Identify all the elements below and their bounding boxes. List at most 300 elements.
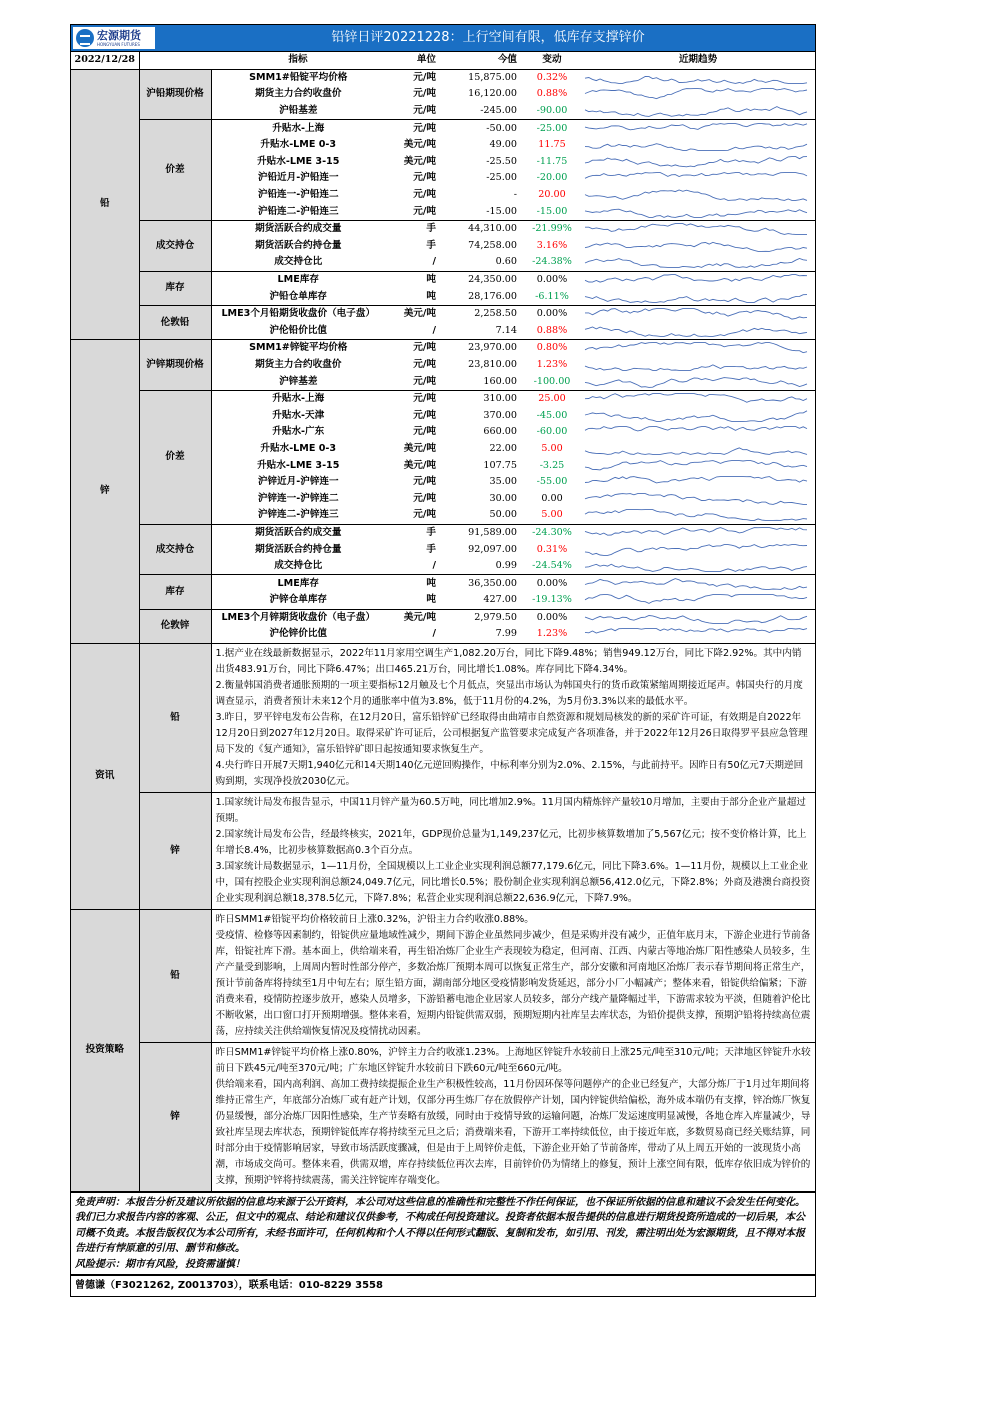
news-block-paragraph: 3.国家统计局数据显示，1—11月份，全国规模以上工业企业实现利润总额77,179.6亿元，同比下降3.6%。1—11月份，规模以上工业企业中，国有控股企业实现利润总额24,049.7亿元，同比增长0.5%；股份制企业实现利润总额56,412.0亿元，下降2.8%；外商及港澳台商投资企业实现利润总额18,378.5亿元，下降7.8%；私营企业实现利润总额22,636.9亿元，下降7.9%。 [215, 860, 811, 904]
indicator-unit: 元/吨 [413, 393, 436, 405]
trend-sparkline [581, 457, 815, 474]
indicator-unit: 元/吨 [385, 203, 439, 220]
strategy-block-paragraph: 昨日SMM1#锌锭平均价格上涨0.80%，沪锌主力合约收涨1.23%。上海地区锌锭升水较前日上涨25元/吨至310元/吨；天津地区锌锭升水较前日下跌45元/吨至370元/吨；广东地区锌锭升水较前日下跌60元/吨至660元/吨。 [215, 1046, 811, 1074]
indicator-change: 0.00 [541, 492, 563, 504]
table-row [71, 524, 815, 541]
notes-body [71, 644, 815, 1192]
report-header [71, 25, 815, 52]
indicator-change: 1.23% [523, 626, 581, 643]
indicator-value: 16,120.00 [468, 88, 517, 100]
trend-line [585, 460, 807, 469]
trend-sparkline [581, 474, 815, 491]
trend-sparkline [581, 220, 815, 237]
trend-line [585, 595, 807, 604]
indicator-name: 沪伦铅价比值 [211, 323, 385, 340]
sparkline-chart [581, 441, 813, 457]
indicator-unit: 美元/吨 [403, 155, 436, 167]
trend-sparkline [581, 592, 815, 609]
indicator-unit: 元/吨 [413, 426, 436, 438]
indicator-change: -25.00 [536, 122, 568, 134]
indicator-name: 期货活跃合约成交量 [255, 223, 342, 235]
indicator-name: 期货活跃合约持仓量 [255, 543, 342, 555]
notes-table [71, 644, 815, 1192]
trend-sparkline [581, 154, 815, 171]
news-block-metal: 铅 [139, 644, 211, 793]
table-row [71, 575, 815, 592]
trend-line [585, 144, 807, 151]
table-body [71, 69, 815, 643]
indicator-change: 0.32% [536, 71, 568, 83]
news-block-paragraph: 3.昨日，罗平锌电发布公告称，在12月20日，富乐铅锌矿已经取得由曲靖市自然资源和规划局核发的新的采矿许可证，有效期是自2022年12月20日到2027年12月20日。取得采矿许可证后，公司根据复产监管要求完成复产各项准备，并于2022年12月26日取得罗平县应急管理局下发的《复产通知》，富乐铅锌矿即日起按通知要求恢复生产。 [215, 711, 808, 755]
indicator-unit: 吨 [426, 577, 436, 589]
indicator-value: 7.99 [439, 626, 523, 643]
trend-sparkline [581, 490, 815, 507]
indicator-change: 20.00 [538, 189, 566, 201]
trend-sparkline [581, 507, 815, 524]
indicator-change: -90.00 [523, 103, 581, 120]
group-label: 库存 [139, 575, 211, 609]
indicator-value: 15,875.00 [468, 71, 517, 83]
strategy-block-row [71, 1042, 815, 1191]
logo-cn: 宏源期货 [97, 28, 141, 42]
indicator-value: 74,258.00 [468, 239, 517, 251]
trend-line [585, 107, 807, 117]
trend-line [585, 275, 807, 283]
indicator-unit: 元/吨 [413, 189, 436, 201]
sparkline-chart [581, 121, 813, 137]
indicator-value: 160.00 [439, 373, 523, 390]
logo-icon [76, 29, 94, 47]
indicator-name: 沪铅基差 [211, 103, 385, 120]
sparkline-chart [581, 542, 813, 558]
indicator-unit: 元/吨 [413, 358, 436, 370]
trend-sparkline [581, 120, 815, 137]
strategy-block-metal: 铅 [139, 909, 211, 1042]
sparkline-chart [581, 391, 813, 407]
trend-line [585, 365, 807, 371]
group-label: 伦敦锌 [139, 609, 211, 643]
indicator-unit: 手 [426, 239, 436, 251]
sparkline-chart [581, 289, 813, 305]
indicator-value: 370.00 [483, 409, 517, 421]
trend-line [585, 123, 807, 129]
news-block-label: 资讯 [71, 644, 139, 910]
indicator-value: 24,350.00 [468, 274, 517, 286]
sparkline-chart [581, 408, 813, 424]
disclaimer-text: 免责声明：本报告分析及建议所依据的信息均来源于公开资料，本公司对这些信息的准确性和完整性不作任何保证，也不保证所依据的信息和建议不会发生任何变化。我们已力求报告内容的客观、公正，但文中的观点、结论和建议仅供参考，不构成任何投资建议。投资者依据本报告提供的信息进行期货投资所造成的一切后果，本公司概不负责。本报告版权仅为本公司所有，未经书面许可，任何机构和个人不得以任何形式翻版、复制和发布，如引用、刊发，需注明出处为宏源期货，且不得对本报告进行有悖原意的引用、删节和修改。 [75, 1196, 805, 1255]
trend-sparkline [581, 390, 815, 407]
indicator-change: -24.54% [523, 558, 581, 575]
indicator-change: -21.99% [532, 223, 572, 235]
strategy-block-row [71, 909, 815, 1042]
strategy-block-label: 投资策略 [71, 909, 139, 1191]
sparkline-chart [581, 507, 813, 523]
indicator-value: -25.00 [486, 172, 517, 184]
table-row [71, 69, 815, 86]
group-label: 沪铅期现价格 [139, 69, 211, 120]
trend-sparkline [581, 575, 815, 592]
indicator-change: 5.00 [523, 507, 581, 524]
indicator-value: 23,970.00 [468, 342, 517, 354]
trend-line [585, 76, 807, 83]
indicator-unit: 元/吨 [413, 71, 436, 83]
indicator-name: 期货活跃合约成交量 [255, 526, 342, 538]
strategy-block-paragraph: 昨日SMM1#铅锭平均价格较前日上涨0.32%，沪铅主力合约收涨0.88%。 [215, 913, 534, 925]
indicator-change: 0.31% [536, 543, 568, 555]
table-row [71, 340, 815, 357]
indicator-change: 1.23% [536, 358, 568, 370]
sparkline-chart [581, 70, 813, 86]
group-label: 价差 [139, 120, 211, 221]
sparkline-chart [581, 525, 813, 541]
news-block-paragraph: 2.国家统计局发布公告，经最终核实，2021年，GDP现价总量为1,149,237亿元，比初步核算数增加了5,567亿元；按不变价格计算，比上年增长8.4%，比初步核算数据高0.3个百分点。 [215, 828, 807, 856]
trend-line [585, 411, 807, 422]
section-label-0: 铅 [71, 69, 139, 340]
group-label: 成交持仓 [139, 220, 211, 271]
trend-line [585, 564, 807, 571]
indicator-value: - [513, 189, 517, 201]
trend-sparkline [581, 340, 815, 357]
indicator-change: 0.00% [536, 274, 568, 286]
indicator-value: 91,589.00 [468, 526, 517, 538]
trend-line [585, 259, 807, 268]
sparkline-chart [581, 424, 813, 440]
trend-sparkline [581, 305, 815, 322]
indicator-name: 升贴水-LME 3-15 [257, 155, 340, 167]
trend-line [585, 327, 807, 336]
indicator-value: 0.99 [439, 558, 523, 575]
group-label: 伦敦铅 [139, 305, 211, 339]
trend-sparkline [581, 407, 815, 424]
news-block-paragraph: 1.国家统计局发布报告显示，中国11月锌产量为60.5万吨，同比增加2.9%。11月国内精炼锌产量较10月增加，主要由于部分企业产量超过预期。 [215, 796, 806, 824]
indicator-name: 升贴水-LME 3-15 [257, 459, 340, 471]
trend-line [585, 156, 807, 166]
trend-line [585, 448, 807, 455]
table-row [71, 390, 815, 407]
indicator-unit: 元/吨 [385, 373, 439, 390]
indicator-unit: / [385, 558, 439, 575]
sparkline-chart [581, 187, 813, 203]
indicator-name: 升贴水-天津 [272, 409, 325, 421]
trend-sparkline [581, 238, 815, 255]
indicator-value: 28,176.00 [439, 288, 523, 305]
indicator-value: 0.60 [439, 254, 523, 271]
indicator-change: -60.00 [536, 426, 568, 438]
trend-sparkline [581, 288, 815, 305]
indicator-change: 3.16% [536, 239, 568, 251]
trend-line [585, 294, 807, 302]
trend-line [585, 343, 807, 353]
indicator-unit: 元/吨 [413, 409, 436, 421]
trend-line [585, 173, 807, 179]
table-row [71, 609, 815, 626]
indicator-unit: / [385, 323, 439, 340]
indicator-change: 0.00% [536, 308, 568, 320]
indicator-name: 沪伦锌价比值 [211, 626, 385, 643]
strategy-block-paragraph: 受疫情、检修等因素制约，铅锭供应量地域性减少，期间下游企业虽然同步减少，但是采购并没有减少，正值年底月末，下游企业进行节前备库，铅锭社库下滑。基本面上，供给端来看，再生铅冶炼厂企业生产表现较为稳定，但河南、江西、内蒙古等地冶炼厂阳性感染人员较多，生产产量受到影响，上周周内暂时性部分停产，多数冶炼厂预期本周可以恢复正常生产，部分安徽和河南地区冶炼厂表示春节期间将正常生产，预计节前备库将持续至1月中旬左右；原生铅方面，湖南部分地区受疫情影响发货延迟，部分小厂小幅减产；整体来看，铅锭供给偏紧；下游消费来看，疫情防控逐步放开，感染人员增多，下游铅蓄电池企业居家人员较多，部分产线产量降幅过半，下游需求较为平淡，但随着沪伦比不断收紧，出口窗口打开预期增强。整体来看，短期内铅锭供需双弱，预期短期内社库呈去库状态，为铅价提供支撑，预期沪铅将持续高位震荡，应持续关注供给端恢复情况及疫情扰动因素。 [215, 929, 811, 1037]
trend-sparkline [581, 558, 815, 575]
indicator-name: SMM1#锌锭平均价格 [249, 342, 348, 354]
indicator-change: -3.25 [539, 459, 565, 471]
sparkline-chart [581, 558, 813, 574]
trend-line [585, 493, 807, 504]
indicator-change: 5.00 [541, 442, 563, 454]
indicator-name: SMM1#铅锭平均价格 [249, 71, 348, 83]
sparkline-chart [581, 323, 813, 339]
trend-line [585, 615, 807, 623]
indicator-value: 23,810.00 [468, 358, 517, 370]
col-trend: 近期趋势 [581, 52, 815, 69]
col-unit: 单位 [385, 52, 439, 69]
sparkline-chart [581, 592, 813, 608]
news-block-text [211, 792, 815, 909]
indicator-change: -15.00 [523, 203, 581, 220]
trend-sparkline [581, 323, 815, 340]
indicator-unit: 元/吨 [413, 172, 436, 184]
table-row [71, 120, 815, 137]
indicator-change: -24.38% [523, 254, 581, 271]
trend-line [585, 629, 807, 633]
sparkline-chart [581, 340, 813, 356]
indicator-change: 0.88% [523, 323, 581, 340]
trend-line [585, 190, 807, 200]
indicator-name: 成交持仓比 [211, 558, 385, 575]
sparkline-chart [581, 357, 813, 373]
trend-sparkline [581, 170, 815, 187]
indicator-unit: 手 [426, 526, 436, 538]
report-date: 2022/12/28 [71, 52, 139, 69]
indicator-name: 沪锌仓单库存 [211, 592, 385, 609]
sparkline-chart [581, 610, 813, 626]
indicator-unit: / [385, 626, 439, 643]
indicator-value: 2,979.50 [474, 611, 517, 623]
trend-sparkline [581, 187, 815, 204]
trend-sparkline [581, 69, 815, 86]
group-label: 库存 [139, 271, 211, 305]
indicator-name: LME3个月锌期货收盘价（电子盘） [221, 611, 376, 623]
indicator-name: 沪铅连一-沪铅连二 [257, 189, 339, 201]
news-block-paragraph: 4.央行昨日开展7天期1,940亿元和14天期140亿元逆回购操作，中标利率分别为2.0%、2.15%，与此前持平。因昨日有50亿元7天期逆回购到期，实现净投放2030亿元。 [215, 759, 804, 787]
indicator-name: LME库存 [277, 274, 319, 286]
indicator-value: -245.00 [439, 103, 523, 120]
sparkline-chart [581, 374, 813, 390]
indicator-change: 0.80% [536, 342, 568, 354]
table-header [71, 52, 815, 69]
indicator-unit: 美元/吨 [403, 611, 436, 623]
indicator-name: 升贴水-上海 [272, 122, 325, 134]
group-label: 沪锌期现价格 [139, 340, 211, 391]
trend-sparkline [581, 203, 815, 220]
indicator-name: 沪锌基差 [211, 373, 385, 390]
indicator-unit: 吨 [385, 288, 439, 305]
indicator-value: 35.00 [489, 476, 517, 488]
indicator-change: 25.00 [538, 393, 566, 405]
indicator-change: 0.88% [536, 88, 568, 100]
indicator-value: -25.50 [486, 155, 517, 167]
news-block-row [71, 644, 815, 793]
indicator-value: 50.00 [439, 507, 523, 524]
sparkline-chart [581, 306, 813, 322]
sparkline-chart [581, 491, 813, 507]
indicator-value: 44,310.00 [468, 223, 517, 235]
indicator-name: LME3个月铅期货收盘价（电子盘） [221, 308, 376, 320]
trend-line [585, 578, 807, 589]
indicator-name: 期货活跃合约持仓量 [255, 239, 342, 251]
trend-line [585, 544, 807, 555]
news-block-row [71, 792, 815, 909]
indicator-value: -50.00 [486, 122, 517, 134]
sparkline-chart [581, 474, 813, 490]
trend-sparkline [581, 626, 815, 643]
table-row [71, 271, 815, 288]
trend-line [585, 377, 807, 387]
indicator-value: 30.00 [489, 492, 517, 504]
logo-en: HONGYUAN FUTURES [97, 41, 140, 47]
analyst-contact: 曾德谦（F3021262, Z0013703），联系电话：010-8229 3558 [71, 1274, 815, 1296]
indicator-unit: 元/吨 [413, 122, 436, 134]
indicator-unit: 手 [426, 543, 436, 555]
indicator-change: -20.00 [536, 172, 568, 184]
trend-line [585, 209, 807, 217]
table-row [71, 220, 815, 237]
trend-line [585, 427, 807, 431]
indicator-name: 沪铅连二-沪铅连三 [211, 203, 385, 220]
indicator-unit: 元/吨 [413, 342, 436, 354]
col-value: 今值 [439, 52, 523, 69]
strategy-block-paragraph: 供给端来看，国内高利润、高加工费持续提振企业生产积极性较高，11月份因环保等问题停产的企业已经复产，大部分炼厂于1月过年期间将维持正常生产，年底部分冶炼厂或有赶产计划，仅部分再生炼厂存在放假停产计划，国内锌锭供给偏松，海外成本端仍有支撑，锌冶炼厂恢复仍显缓慢，部分冶炼厂因阳性感染，生产节奏略有放缓，同时由于疫情导致的运输问题，冶炼厂发运速度明显减慢，各地仓库入库量减少，导致社库呈现去库状态，预期锌锭低库存将持续至元旦之后；消费端来看，下游开工率持续低位，由于接近年底，多数贸易商已经关账结算，同时部分由于疫情影响居家，导致市场活跃度骤减，但是由于上周锌价走低，下游企业开始了节前备库，带动了从上周五开始的一波现货小高潮，市场成交尚可。整体来看，供需双增，库存持续低位再次去库，目前锌价仍为情绪上的修复，预计上涨空间有限，低库存依旧成为锌价的支撑，预期沪锌将持续震荡，需关注锌锭库存端变化。 [215, 1078, 811, 1186]
trend-sparkline [581, 541, 815, 558]
group-label: 价差 [139, 390, 211, 524]
indicator-unit: 美元/吨 [403, 139, 436, 151]
indicator-name: 期货主力合约收盘价 [255, 88, 342, 100]
indicator-unit: 元/吨 [413, 492, 436, 504]
trend-line [585, 528, 807, 536]
indicator-change: -100.00 [523, 373, 581, 390]
sparkline-chart [581, 626, 813, 642]
indicator-name: 升贴水-LME 0-3 [260, 139, 337, 151]
trend-line [585, 477, 807, 483]
report-sheet [70, 24, 816, 1297]
news-block-metal: 锌 [139, 792, 211, 909]
indicator-unit: 吨 [426, 274, 436, 286]
trend-sparkline [581, 441, 815, 458]
indicator-name: 升贴水-广东 [272, 426, 325, 438]
sparkline-chart [581, 170, 813, 186]
indicator-unit: 美元/吨 [403, 442, 436, 454]
indicator-unit: 元/吨 [413, 88, 436, 100]
indicator-change: -19.13% [523, 592, 581, 609]
indicator-name: 升贴水-上海 [272, 393, 325, 405]
trend-line [585, 224, 807, 235]
indicator-value: 660.00 [483, 426, 517, 438]
trend-sparkline [581, 609, 815, 626]
indicator-value: 36,350.00 [468, 577, 517, 589]
strategy-block-metal: 锌 [139, 1042, 211, 1191]
indicator-change: -24.30% [532, 526, 572, 538]
indicator-value: 49.00 [489, 139, 517, 151]
risk-tip: 风险提示：期市有风险，投资需谨慎！ [75, 1258, 245, 1270]
trend-line [585, 309, 807, 320]
indicator-name: 沪锌近月-沪锌连一 [257, 476, 339, 488]
trend-sparkline [581, 137, 815, 154]
indicator-change: -11.75 [536, 155, 568, 167]
report-title: 铅锌日评20221228：上行空间有限，低库存支撑锌价 [331, 30, 645, 45]
trend-sparkline [581, 103, 815, 120]
trend-sparkline [581, 254, 815, 271]
indicator-value: -15.00 [439, 203, 523, 220]
indicator-name: 成交持仓比 [211, 254, 385, 271]
trend-sparkline [581, 86, 815, 103]
indicator-value: 107.75 [483, 459, 517, 471]
indicator-unit: 元/吨 [385, 103, 439, 120]
trend-sparkline [581, 524, 815, 541]
indicator-unit: 元/吨 [413, 476, 436, 488]
indicator-change: 11.75 [538, 139, 566, 151]
trend-sparkline [581, 373, 815, 390]
indicator-change: 0.00% [536, 611, 568, 623]
news-block-paragraph: 2.衡量韩国消费者通胀预期的一项主要指标12月触及七个月低点，突显出市场认为韩国央行的货币政策紧缩周期接近尾声。韩国央行的月度调查显示，消费者预计未来12个月的通胀率中值为3.8%，低于11月份的4.2%，为5月份3.3%以来的最低水平。 [215, 679, 803, 707]
trend-line [585, 89, 807, 99]
news-block-paragraph: 1.据产业在线最新数据显示，2022年11月家用空调生产1,082.20万台，同比下降9.48%；销售949.12万台，同比下降2.92%。其中内销出货483.91万台，同比下降6.47%；出口465.21万台，同比增长1.08%。库存同比下降4.34%。 [215, 647, 802, 675]
indicator-unit: 美元/吨 [403, 308, 436, 320]
indicator-value: 310.00 [483, 393, 517, 405]
indicator-table [71, 52, 815, 644]
indicator-value: 7.14 [439, 323, 523, 340]
indicator-value: 92,097.00 [468, 543, 517, 555]
trend-sparkline [581, 357, 815, 374]
indicator-name: 沪锌连二-沪锌连三 [211, 507, 385, 524]
sparkline-chart [581, 221, 813, 237]
strategy-block-text [211, 909, 815, 1042]
trend-sparkline [581, 271, 815, 288]
disclaimer [71, 1192, 815, 1275]
indicator-change: 0.00% [536, 577, 568, 589]
sparkline-chart [581, 238, 813, 254]
indicator-name: 期货主力合约收盘价 [255, 358, 342, 370]
indicator-value: 22.00 [489, 442, 517, 454]
col-change: 变动 [523, 52, 581, 69]
news-block-text [211, 644, 815, 793]
indicator-change: -55.00 [536, 476, 568, 488]
indicator-value: 2,258.50 [474, 308, 517, 320]
sparkline-chart [581, 137, 813, 153]
indicator-change: -45.00 [536, 409, 568, 421]
indicator-unit: / [385, 254, 439, 271]
sparkline-chart [581, 458, 813, 474]
indicator-unit: 美元/吨 [403, 459, 436, 471]
sparkline-chart [581, 576, 813, 592]
indicator-name: LME库存 [277, 577, 319, 589]
table-row [71, 305, 815, 322]
sparkline-chart [581, 154, 813, 170]
indicator-value: 427.00 [439, 592, 523, 609]
trend-line [585, 510, 807, 521]
indicator-name: 沪铅仓单库存 [211, 288, 385, 305]
indicator-name: 沪锌连一-沪锌连二 [257, 492, 339, 504]
sparkline-chart [581, 86, 813, 102]
sparkline-chart [581, 204, 813, 220]
trend-line [585, 394, 807, 403]
company-logo [73, 27, 155, 49]
indicator-change: -6.11% [523, 288, 581, 305]
trend-sparkline [581, 424, 815, 441]
group-label: 成交持仓 [139, 524, 211, 575]
indicator-unit: 吨 [385, 592, 439, 609]
col-indicator: 指标 [211, 52, 385, 69]
indicator-name: 升贴水-LME 0-3 [260, 442, 337, 454]
sparkline-chart [581, 254, 813, 270]
indicator-name: 沪铅近月-沪铅连一 [257, 172, 339, 184]
